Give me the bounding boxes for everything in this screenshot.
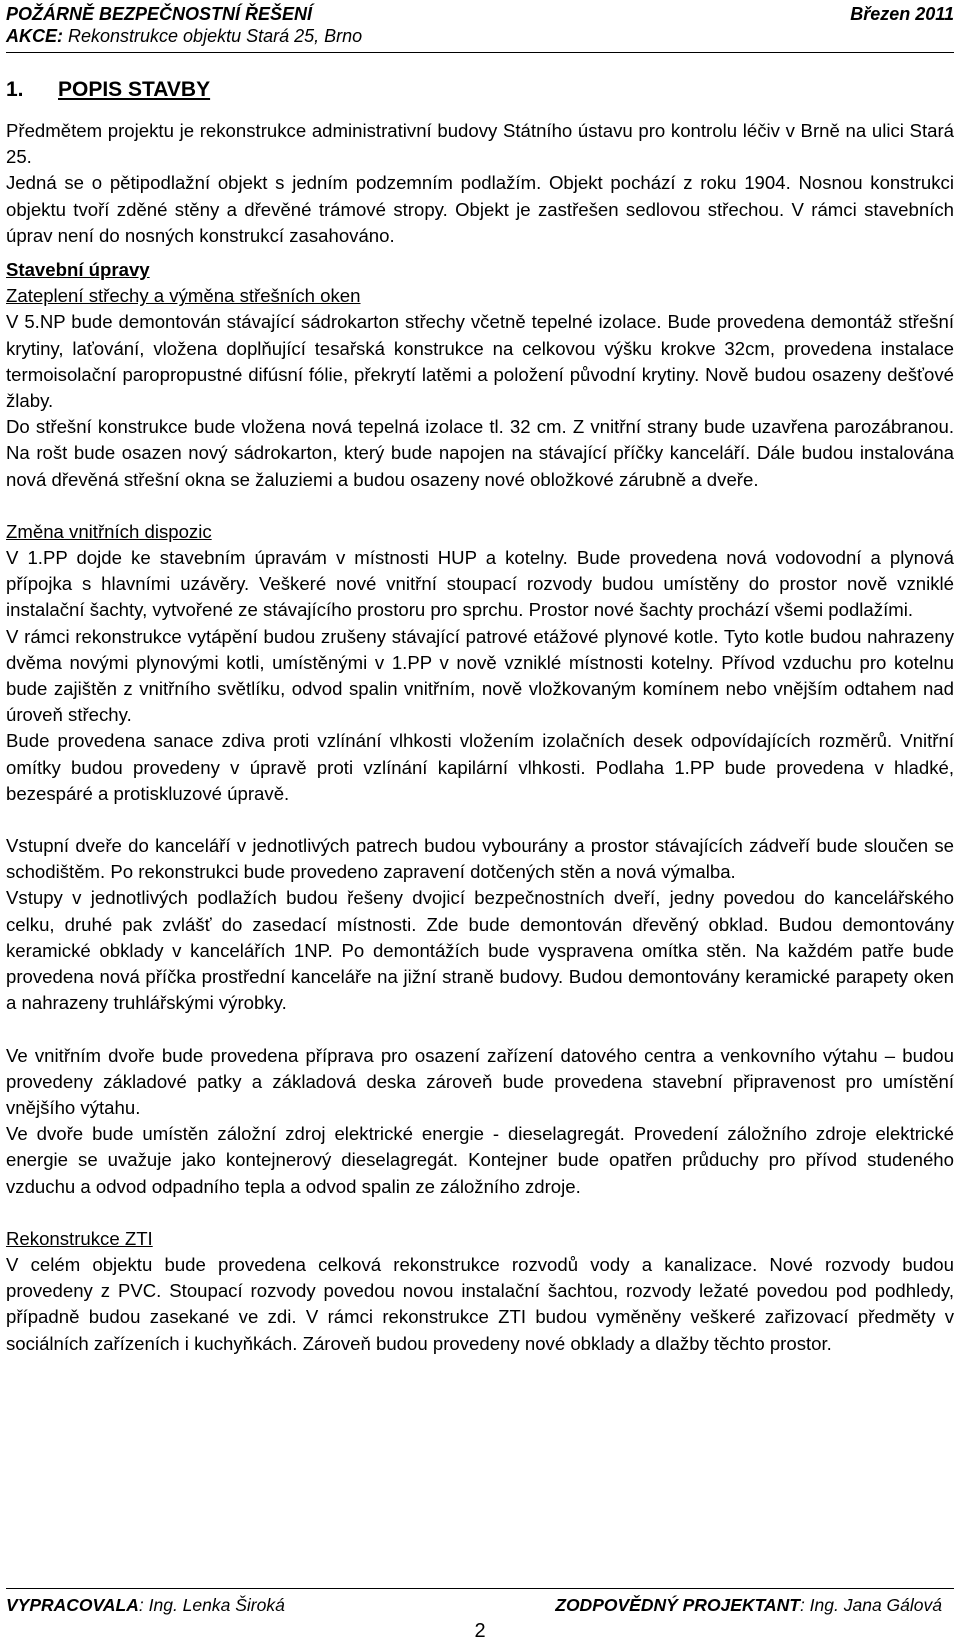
paragraph-layout-2: V rámci rekonstrukce vytápění budou zrušeny stávající patrové etážové plynové kotle. Tyto kotle budou nahrazeny dvěma novými plynovými kotli, umístěnými v 1.PP v nově vzniklé místnosti kotelny. Přívod vzduchu pro kotelnu bude zajištěn z vnitřního světlíku, odvod spalin vnitřním, nově vložkovaným komínem nebo vnějším odtahem nad úroveň střechy.: [6, 625, 954, 726]
section-number: 1.: [6, 78, 24, 101]
heading-construction-changes: Stavební úpravy: [6, 259, 150, 281]
paragraph-entry-2: Vstupy v jednotlivých podlažích budou řešeny dvojicí bezpečnostních dveří, jedny povedou do kancelářského celku, druhé pak zvlášť do zasedací místnosti. Zde bude demontován dřevěný obklad. Budou demontovány keramické obklady v kancelářích 1NP. Po demontážích bude vyspravena omítka stěn. Na každém patře bude provedena nová příčka prostřední kanceláře na jižní straně budovy. Budou demontovány keramické parapety oken a nahrazeny truhlářskými výrobky.: [6, 887, 954, 1014]
footer-designer: [555, 1595, 942, 1616]
footer-designer-name: : Ing. Jana Gálová: [799, 1595, 942, 1615]
document-title: POŽÁRNĚ BEZPEČNOSTNÍ ŘEŠENÍ: [6, 4, 313, 24]
paragraph-intro-2: Jedná se o pětipodlažní objekt s jedním podzemním podlažím. Objekt pochází z roku 1904. Nosnou konstrukci objektu tvoří zděné stěny a dřevěné trámové stropy. Objekt je zastřešen sedlovou střechou. V rámci stavebních úprav není do nosných konstrukcí zasahováno.: [6, 172, 954, 246]
page-number: 2: [474, 1620, 486, 1642]
page-footer: [6, 1588, 954, 1619]
project-name: [6, 26, 362, 47]
footer-designer-label: ZODPOVĚDNÝ PROJEKTANT: [555, 1595, 800, 1615]
document-body: [6, 118, 954, 1357]
footer-author-label: VYPRACOVALA: [6, 1595, 139, 1615]
paragraph-intro-1: Předmětem projektu je rekonstrukce administrativní budovy Státního ústavu pro kontrolu léčiv v Brně na ulici Stará 25.: [6, 120, 954, 168]
heading-roof-insulation: Zateplení střechy a výměna střešních oken: [6, 285, 361, 307]
paragraph-entry-1: Vstupní dveře do kanceláří v jednotlivých patrech budou vybourány a prostor stávajících zádveří bude sloučen se schodištěm. Po rekonstrukci bude provedeno zapravení dotčených stěn a nová výmalba.: [6, 835, 954, 883]
footer-author-name: : Ing. Lenka Široká: [138, 1595, 285, 1615]
section-heading: [6, 78, 210, 102]
document-date: Březen 2011: [850, 4, 954, 24]
paragraph-zti-1: V celém objektu bude provedena celková rekonstrukce rozvodů vody a kanalizace. Nové rozvody budou provedeny z PVC. Stoupací rozvody povedou novou instalační šachtou, rozvody ležaté povedou pod podhledy, případně budou zasekané ve zdi. V rámci rekonstrukce ZTI budou vyměněny veškeré zařizovací předměty v sociálních zařízeních i kuchyňkách. Zároveň budou provedeny nové obklady a dlažby těchto prostor.: [6, 1253, 954, 1354]
paragraph-roof-2: Do střešní konstrukce bude vložena nová tepelná izolace tl. 32 cm. Z vnitřní strany bude uzavřena parozábranou. Na rošt bude osazen nový sádrokarton, který bude napojen na stávající příčky kanceláří. Dále budou instalována nová dřevěná střešní okna se žaluziemi a budou osazeny nové obložkové zárubně a dveře.: [6, 416, 954, 490]
footer-author: [6, 1595, 285, 1616]
project-label: AKCE:: [6, 26, 63, 46]
paragraph-yard-2: Ve dvoře bude umístěn záložní zdroj elektrické energie - dieselagregát. Provedení záložního zdroje elektrické energie se uvažuje jako kontejnerový dieselagregát. Kontejner bude opatřen průduchy pro přívod studeného vzduchu a odvod odpadního tepla a odvod spalin ze záložního zdroje.: [6, 1123, 954, 1197]
paragraph-layout-3: Bude provedena sanace zdiva proti vzlínání vlhkosti vložením izolačních desek odpovídajících rozměrů. Vnitřní omítky budou provedeny v úpravě proti vzlínání kapilární vlhkosti. Podlaha 1.PP bude provedena v hladké, bezespáré a protiskluzové úpravě.: [6, 730, 954, 804]
paragraph-roof-1: V 5.NP bude demontován stávající sádrokarton střechy včetně tepelné izolace. Bude provedena demontáž střešní krytiny, laťování, vložena doplňující tesařská konstrukce na celkovou výšku krokve 32cm, provedena instalace termoisolační paropropustné difúsní fólie, překrytí latěmi a položení původní krytiny. Nově budou osazeny dešťové žlaby.: [6, 311, 954, 412]
paragraph-layout-1: V 1.PP dojde ke stavebním úpravám v místnosti HUP a kotelny. Bude provedena nová vodovodní a plynová přípojka s hlavními uzávěry. Veškeré nové vnitřní stoupací rozvody budou umístěny do prostor nově vzniklé instalační šachty, vytvořené ze stávajícího prostoru pro sprchu. Prostor nové šachty prochází všemi podlažími.: [6, 547, 954, 621]
project-value: Rekonstrukce objektu Stará 25, Brno: [63, 26, 363, 46]
heading-layout-changes: Změna vnitřních dispozic: [6, 520, 212, 542]
heading-zti: Rekonstrukce ZTI: [6, 1227, 153, 1249]
section-title: POPIS STAVBY: [58, 78, 211, 101]
page-header: [6, 0, 954, 53]
paragraph-yard-1: Ve vnitřním dvoře bude provedena příprava pro osazení zařízení datového centra a venkovního výtahu – budou provedeny základové patky a základová deska zároveň bude provedena stavební připravenost pro umístění vnějšího výtahu.: [6, 1044, 954, 1118]
